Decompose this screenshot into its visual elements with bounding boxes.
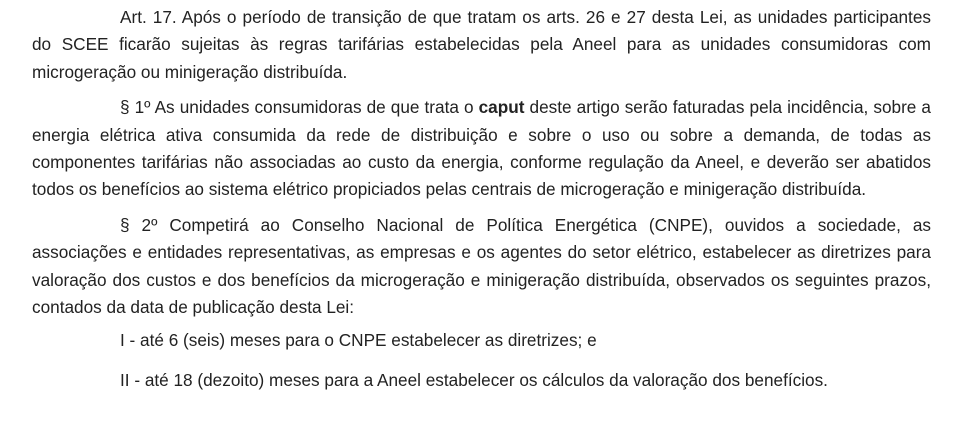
article-17-paragraph: Art. 17. Após o período de transição de que tratam os arts. 26 e 27 desta Lei, as unidades participantes do SCEE ficarão sujeitas às regras tarifárias estabelecidas pela Aneel para as unidades consumidoras com microgeração ou minigeração distribuída.: [32, 7, 931, 82]
paragraph-1-body: deste artigo serão faturadas pela incidência, sobre a energia elétrica ativa consumida da rede de distribuição e sobre o uso ou sobre a demanda, de todas as componentes tarifárias não associadas ao custo da energia, conforme regulação da Aneel, e deverão ser abatidos todos os benefícios ao sistema elétrico propiciados pelas centrais de microgeração e minigeração distribuída.: [32, 97, 931, 200]
paragraph-1-intro: § 1º As unidades consumidoras de que trata o: [120, 97, 479, 118]
paragraph-1: [32, 94, 931, 204]
item-i: I - até 6 (seis) meses para o CNPE estabelecer as diretrizes; e: [120, 330, 597, 351]
item-ii: II - até 18 (dezoito) meses para a Aneel estabelecer os cálculos da valoração dos benefícios.: [120, 369, 828, 390]
paragraph-2: § 2º Competirá ao Conselho Nacional de Política Energética (CNPE), ouvidos a sociedade, as associações e entidades representativas, as empresas e os agentes do setor elétrico, estabelecer as diretrizes para valoração dos custos e dos benefícios da microgeração e minigeração distribuída, observados os seguintes prazos, contados da data de publicação desta Lei:: [32, 214, 931, 318]
caput-term: caput: [478, 97, 525, 118]
